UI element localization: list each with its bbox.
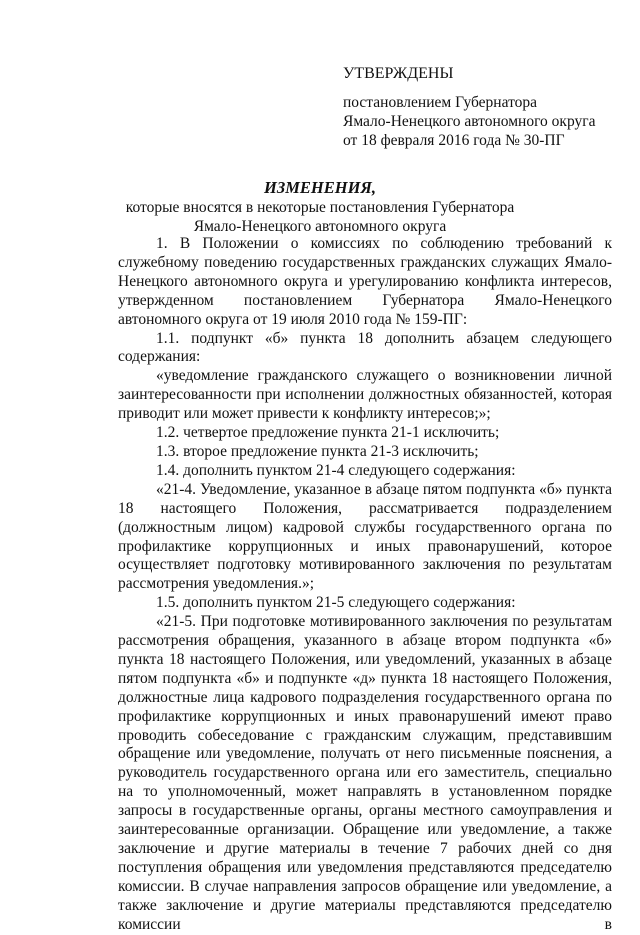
paragraph: «21-5. При подготовке мотивированного заключения по результатам рассмотрения обращения, указанного в абзаце втором подпункта «б» пункта 18 настоящего Положения, или уведомлений, указанных в абзаце пятом подпункта «б» и подпункте «д» пункта 18 настоящего Положения, должностные лица кадрового подразделения государственного органа по профилактике коррупционных и иных правонарушений имеют право проводить собеседование с гражданским служащим, представившим обращение или уведомление, получать от него письменные пояснения, а руководитель государственного органа или его заместитель, специально на то уполномоченный, может направлять в установленном порядке запросы в государственные органы, органы местного самоуправления и заинтересованные организации. Обращение или уведомление, а также заключение и другие материалы в течение 7 рабочих дней со дня поступления обращения или уведомления представляются председателю комиссии. В случае направления запросов обращение или уведомление, а также заключение и другие материалы представляются председателю комиссии в — [118, 613, 612, 933]
paragraph: 1.4. дополнить пунктом 21-4 следующего содержания: — [156, 461, 516, 479]
paragraph: «уведомление гражданского служащего о возникновении личной заинтересованности при исполнении должностных обязанностей, которая приводит или может привести к конфликту интересов;»; — [118, 367, 612, 423]
title-subtitle: которые вносятся в некоторые постановления Губернатора — [125, 199, 515, 216]
document-title — [0, 178, 640, 236]
paragraph: 1.5. дополнить пунктом 21-5 следующего содержания: — [156, 594, 516, 612]
paragraph: «21-4. Уведомление, указанное в абзаце пятом подпункта «б» пункта 18 настоящего Положения, рассматривается подразделением (должностным лицом) кадровой службы государственного органа по профилактике коррупционных и иных правонарушений, которое осуществляет подготовку мотивированного заключения по результатам рассмотрения уведомления.»; — [118, 480, 612, 593]
paragraph: 1.1. подпункт «б» пункта 18 дополнить абзацем следующего содержания: — [118, 329, 612, 366]
paragraph: 1. В Положении о комиссиях по соблюдению требований к служебному поведению государственных гражданских служащих Ямало-Ненецкого автономного округа и урегулированию конфликта интересов, утвержденном постановлением Губернатора Ямало-Ненецкого автономного округа от 19 июля 2010 года № 159-ПГ: — [118, 235, 612, 328]
approval-stamp — [343, 64, 595, 150]
paragraph: 1.3. второе предложение пункта 21-3 исключить; — [156, 442, 479, 460]
approval-heading: УТВЕРЖДЕНЫ — [343, 65, 454, 82]
paragraph: 1.2. четвертое предложение пункта 21-1 исключить; — [156, 424, 500, 442]
approval-line: от 18 февраля 2016 года № 30-ПГ — [343, 132, 565, 149]
title-subtitle: Ямало-Ненецкого автономного округа — [193, 218, 447, 235]
approval-line: постановлением Губернатора — [343, 94, 538, 111]
document-body — [118, 235, 612, 935]
approval-line: Ямало-Ненецкого автономного округа — [343, 113, 596, 130]
title-main: ИЗМЕНЕНИЯ, — [264, 178, 376, 197]
